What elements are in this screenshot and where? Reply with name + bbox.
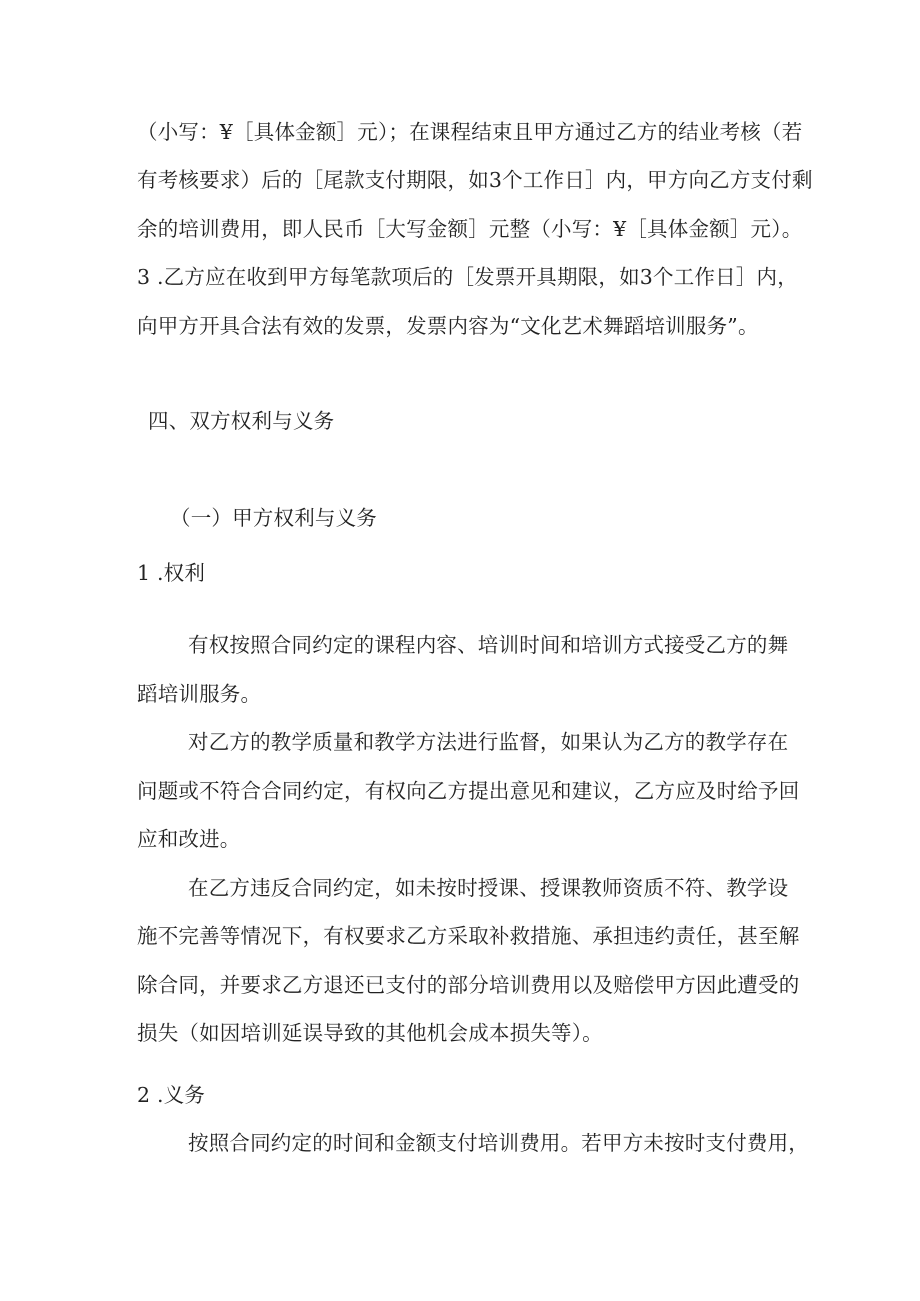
rights-para2-line-1: 对乙方的教学质量和教学方法进行监督，如果认为乙方的教学存在 bbox=[188, 730, 789, 754]
section-heading: 四、双方权利与义务 bbox=[148, 409, 335, 433]
rights-para2-line-3: 应和改进。 bbox=[137, 827, 241, 851]
rights-para2-line-2: 问题或不符合合同约定，有权向乙方提出意见和建议，乙方应及时给予回 bbox=[137, 779, 800, 803]
obligations-title: 2 .义务 bbox=[137, 1083, 206, 1107]
fee-line-3: 余的培训费用，即人民币［大写金额］元整（小写：¥［具体金额］元）。 bbox=[137, 217, 803, 241]
fee-line-1: （小写：¥［具体金额］元）；在课程结束且甲方通过乙方的结业考核（若 bbox=[137, 120, 803, 144]
rights-para1-line-2: 蹈培训服务。 bbox=[137, 682, 262, 706]
rights-para3-line-3: 除合同，并要求乙方退还已支付的部分培训费用以及赔偿甲方因此遭受的 bbox=[137, 973, 800, 997]
rights-para1-line-1: 有权按照合同约定的课程内容、培训时间和培训方式接受乙方的舞 bbox=[188, 633, 789, 657]
item3-line-1: 3 .乙方应在收到甲方每笔款项后的［发票开具期限，如3个工作日］内， bbox=[137, 265, 798, 289]
obligations-para1-line-1: 按照合同约定的时间和金额支付培训费用。若甲方未按时支付费用， bbox=[188, 1131, 809, 1155]
subsection-heading: （一）甲方权利与义务 bbox=[170, 506, 377, 530]
item3-line-2: 向甲方开具合法有效的发票，发票内容为“文化艺术舞蹈培训服务”。 bbox=[137, 314, 759, 338]
rights-para3-line-2: 施不完善等情况下，有权要求乙方采取补救措施、承担违约责任，甚至解 bbox=[137, 924, 800, 948]
rights-title: 1 .权利 bbox=[137, 561, 206, 585]
fee-line-2: 有考核要求）后的［尾款支付期限，如3个工作日］内，甲方向乙方支付剩 bbox=[137, 168, 813, 192]
rights-para3-line-4: 损失（如因培训延误导致的其他机会成本损失等）。 bbox=[137, 1021, 603, 1045]
rights-para3-line-1: 在乙方违反合同约定，如未按时授课、授课教师资质不符、教学设 bbox=[188, 876, 789, 900]
